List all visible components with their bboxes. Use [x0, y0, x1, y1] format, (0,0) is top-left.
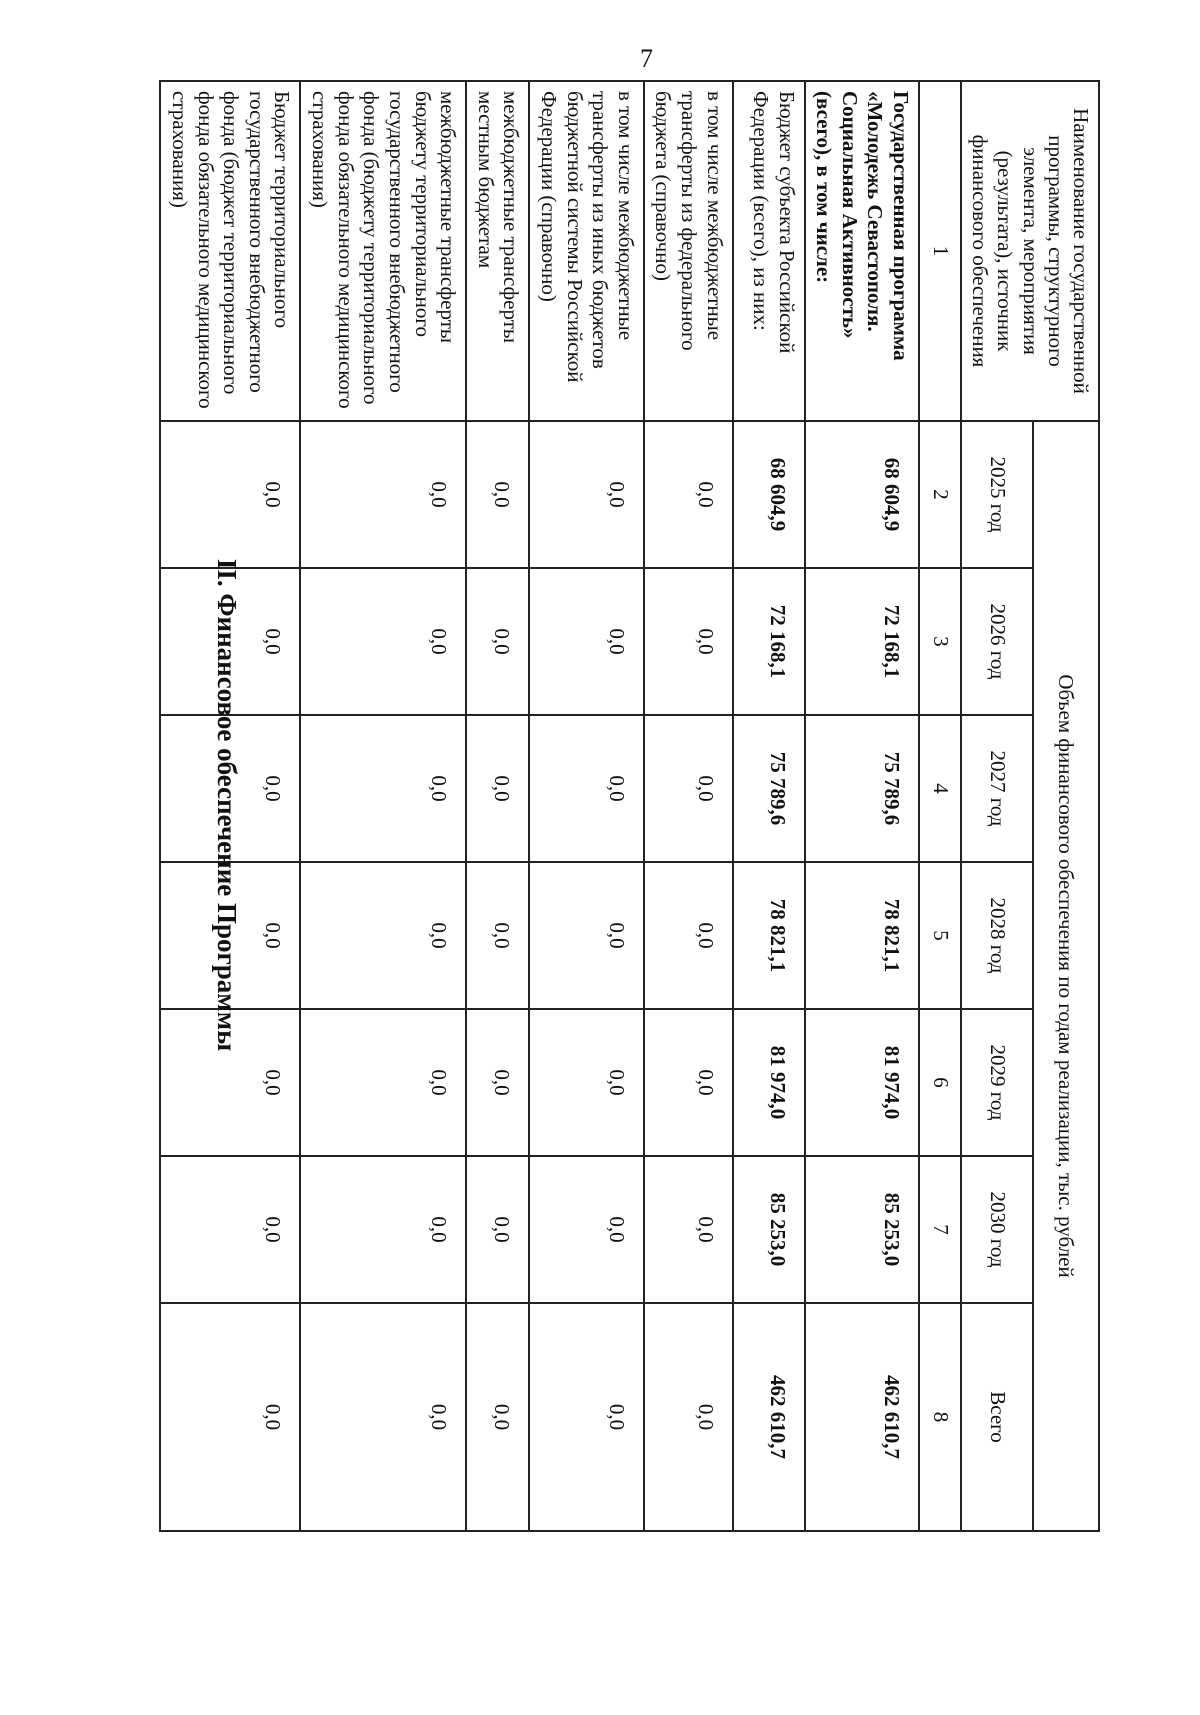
- value-cell: 0,0: [300, 568, 466, 715]
- column-number: 4: [919, 715, 961, 862]
- value-cell: 0,0: [466, 862, 529, 1009]
- value-cell: 0,0: [466, 715, 529, 862]
- column-number: 6: [919, 1009, 961, 1156]
- header-year-2028: 2028 год: [961, 862, 1033, 1009]
- header-total: Всего: [961, 1303, 1033, 1531]
- header-year-2029: 2029 год: [961, 1009, 1033, 1156]
- value-cell: 0,0: [644, 421, 733, 568]
- value-cell: 0,0: [644, 862, 733, 1009]
- value-cell: 0,0: [466, 1156, 529, 1303]
- value-cell: 0,0: [529, 421, 643, 568]
- value-cell: 0,0: [160, 568, 300, 715]
- row-name: в том числе межбюджетные трансферты из федерального бюджета (справочно): [644, 81, 733, 421]
- value-cell: 72 168,1: [733, 568, 805, 715]
- value-cell: 0,0: [300, 862, 466, 1009]
- column-number: 3: [919, 568, 961, 715]
- row-name: Бюджет территориального государственного внебюджетного фонда (бюджет территориального фонда обязательного медицинского страхования): [160, 81, 300, 421]
- value-cell: 75 789,6: [733, 715, 805, 862]
- value-cell: 0,0: [300, 421, 466, 568]
- value-cell: 0,0: [300, 1156, 466, 1303]
- value-cell: 0,0: [644, 1156, 733, 1303]
- value-cell: 81 974,0: [733, 1009, 805, 1156]
- row-name: в том числе межбюджетные трансферты из иных бюджетов бюджетной системы Российской Федерации (справочно): [529, 81, 643, 421]
- page-number: 7: [640, 44, 653, 73]
- value-cell: 0,0: [529, 568, 643, 715]
- table-row: [529, 81, 643, 1531]
- value-cell: 0,0: [529, 1156, 643, 1303]
- column-number: 1: [919, 81, 961, 421]
- value-cell: 0,0: [644, 568, 733, 715]
- value-cell: 0,0: [529, 715, 643, 862]
- value-cell: 78 821,1: [805, 862, 919, 1009]
- header-year-2027: 2027 год: [961, 715, 1033, 862]
- table-row: [300, 81, 466, 1531]
- header-year-2030: 2030 год: [961, 1156, 1033, 1303]
- header-name-cell: Наименование государственной программы, структурного элемента, мероприятия (результата), источник финансового обеспечения: [961, 81, 1099, 421]
- value-cell: 72 168,1: [805, 568, 919, 715]
- header-year-2025: 2025 год: [961, 421, 1033, 568]
- value-cell: 0,0: [644, 1009, 733, 1156]
- row-name: межбюджетные трансферты бюджету территориального государственного внебюджетного фонда (бюджету территориального фонда обязательного медицинского страхования): [300, 81, 466, 421]
- value-cell: 0,0: [160, 421, 300, 568]
- table-row: [805, 81, 919, 1531]
- value-cell: 0,0: [160, 1009, 300, 1156]
- section-title: II. Финансовое обеспечение Программы: [212, 558, 242, 1052]
- value-cell: 85 253,0: [805, 1156, 919, 1303]
- value-cell: 85 253,0: [733, 1156, 805, 1303]
- value-cell: 0,0: [160, 1156, 300, 1303]
- header-group-cell: Объем финансового обеспечения по годам реализации, тыс. рублей: [1033, 421, 1099, 1531]
- value-cell: 0,0: [160, 862, 300, 1009]
- row-name: Государственная программа «Молодежь Севастополя. Социальная Активность» (всего), в том числе:: [805, 81, 919, 421]
- column-number: 2: [919, 421, 961, 568]
- column-number: 7: [919, 1156, 961, 1303]
- value-cell: 78 821,1: [733, 862, 805, 1009]
- value-cell: 68 604,9: [805, 421, 919, 568]
- header-year-2026: 2026 год: [961, 568, 1033, 715]
- table-row: [466, 81, 529, 1531]
- column-number-row: [919, 81, 961, 1531]
- value-cell: 75 789,6: [805, 715, 919, 862]
- value-cell: 0,0: [160, 715, 300, 862]
- column-number: 8: [919, 1303, 961, 1531]
- value-cell: 0,0: [529, 1303, 643, 1531]
- table-row: [644, 81, 733, 1531]
- value-cell: 0,0: [466, 421, 529, 568]
- value-cell: 462 610,7: [805, 1303, 919, 1531]
- value-cell: 0,0: [529, 862, 643, 1009]
- value-cell: 0,0: [466, 568, 529, 715]
- value-cell: 0,0: [644, 715, 733, 862]
- financing-table: [159, 80, 1100, 1532]
- column-number: 5: [919, 862, 961, 1009]
- row-name: Бюджет субъекта Российской Федерации (всего), из них:: [733, 81, 805, 421]
- value-cell: 0,0: [300, 1009, 466, 1156]
- rotated-page-content: [168, 80, 1100, 1530]
- table-row: [733, 81, 805, 1531]
- value-cell: 81 974,0: [805, 1009, 919, 1156]
- value-cell: 0,0: [300, 715, 466, 862]
- value-cell: 0,0: [466, 1009, 529, 1156]
- value-cell: 0,0: [644, 1303, 733, 1531]
- value-cell: 0,0: [466, 1303, 529, 1531]
- value-cell: 0,0: [160, 1303, 300, 1531]
- value-cell: 0,0: [529, 1009, 643, 1156]
- row-name: межбюджетные трансферты местным бюджетам: [466, 81, 529, 421]
- value-cell: 0,0: [300, 1303, 466, 1531]
- value-cell: 462 610,7: [733, 1303, 805, 1531]
- value-cell: 68 604,9: [733, 421, 805, 568]
